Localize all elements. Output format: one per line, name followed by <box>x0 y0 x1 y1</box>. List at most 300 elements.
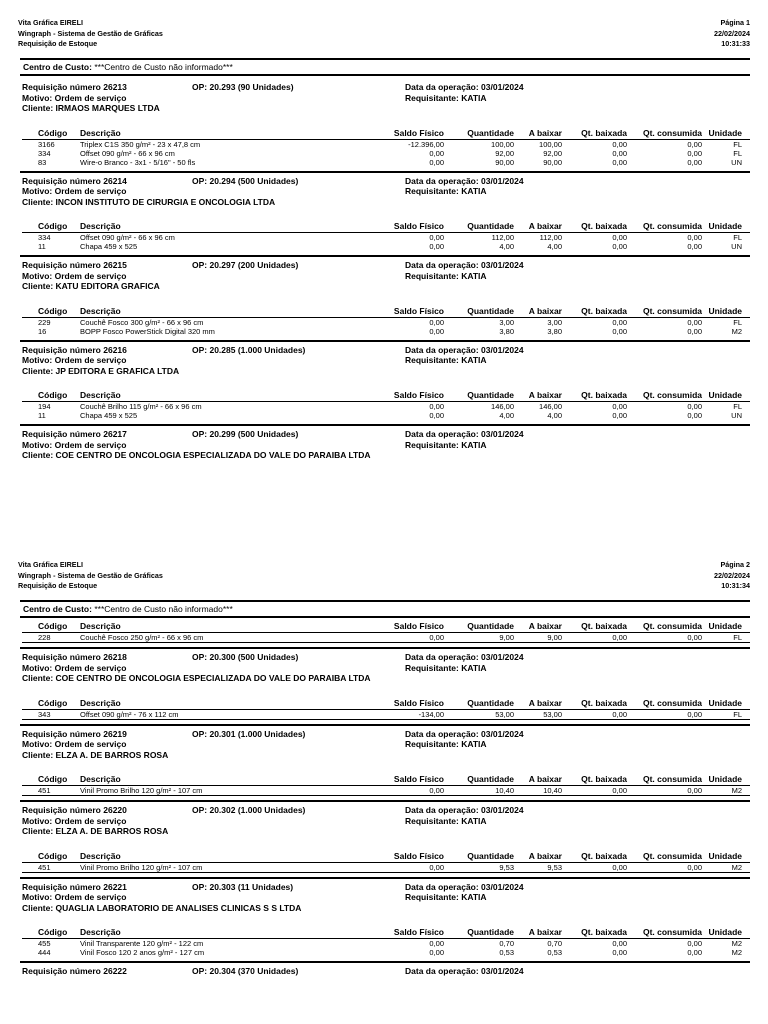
column-header-quantidade: Quantidade <box>467 927 514 937</box>
column-header-qtconsumida: Qt. consumida <box>642 221 702 231</box>
op-number: OP: 20.300 (500 Unidades) <box>192 652 299 662</box>
cell-abaixar: 9,53 <box>547 862 562 872</box>
cell-qtbaixada: 0,00 <box>612 139 627 149</box>
cell-codigo: 229 <box>38 317 51 327</box>
cell-saldo: 0,00 <box>429 157 444 167</box>
cell-abaixar: 3,00 <box>547 317 562 327</box>
requisition-block <box>18 652 750 729</box>
column-header-abaixar: A baixar <box>528 774 562 784</box>
client: Cliente: KATU EDITORA GRAFICA <box>22 281 160 291</box>
column-header-descricao: Descrição <box>80 697 121 708</box>
cell-abaixar: 3,80 <box>547 326 562 336</box>
requisition-number: Requisição número 26221 <box>22 881 127 892</box>
cell-qtconsumida: 0,00 <box>687 948 702 957</box>
cell-quantidade: 4,00 <box>499 242 514 251</box>
column-header-codigo: Código <box>38 697 68 708</box>
table-header <box>22 390 750 402</box>
cell-qtbaixada: 0,00 <box>612 326 627 336</box>
requester: Requisitante: KATIA <box>405 662 487 673</box>
operation-date: Data da operação: 03/01/2024 <box>405 175 524 186</box>
table-row <box>22 633 750 643</box>
operation-date: Data da operação: 03/01/2024 <box>405 728 524 739</box>
cell-unidade: FL <box>733 633 742 642</box>
page-number: Página 2 <box>720 560 750 569</box>
cell-qtconsumida: 0,00 <box>687 317 702 327</box>
column-header-codigo: Código <box>38 305 68 316</box>
client: Cliente: IRMAOS MARQUES LTDA <box>22 103 160 113</box>
operation-date: Data da operação: 03/01/2024 <box>405 652 524 662</box>
cell-codigo: 334 <box>38 148 51 158</box>
page-number: Página 1 <box>720 18 750 27</box>
column-header-saldo: Saldo Físico <box>393 621 444 631</box>
cell-abaixar: 4,00 <box>547 411 562 420</box>
requester: Requisitante: KATIA <box>405 186 487 196</box>
column-header-qtbaixada: Qt. baixada <box>581 390 627 400</box>
cell-qtconsumida: 0,00 <box>687 233 702 242</box>
column-header-qtbaixada: Qt. baixada <box>581 697 627 708</box>
client: Cliente: ELZA A. DE BARROS ROSA <box>22 826 169 836</box>
items-table <box>22 851 750 873</box>
column-header-saldo: Saldo Físico <box>393 127 444 138</box>
op-number: OP: 20.297 (200 Unidades) <box>192 260 299 270</box>
cell-codigo: 334 <box>38 233 51 242</box>
cell-quantidade: 112,00 <box>491 233 514 242</box>
cell-saldo: 0,00 <box>429 148 444 158</box>
requisition-line-1 <box>22 176 750 187</box>
column-header-abaixar: A baixar <box>528 127 562 138</box>
column-header-quantidade: Quantidade <box>467 127 514 138</box>
print-date: 22/02/2024 <box>714 28 750 38</box>
column-header-descricao: Descrição <box>80 774 121 784</box>
cell-codigo: 343 <box>38 709 51 719</box>
table-row <box>22 402 750 411</box>
column-header-descricao: Descrição <box>80 390 121 400</box>
cell-qtconsumida: 0,00 <box>687 326 702 336</box>
cell-qtconsumida: 0,00 <box>687 709 702 719</box>
cell-saldo: -12.396,00 <box>408 139 444 149</box>
motive: Motivo: Ordem de serviço <box>22 739 127 749</box>
operation-date: Data da operação: 03/01/2024 <box>405 344 524 355</box>
table-header <box>22 128 750 140</box>
cell-saldo: 0,00 <box>429 233 444 242</box>
requisition-line-1 <box>22 882 750 893</box>
report-page <box>18 560 750 977</box>
column-header-qtconsumida: Qt. consumida <box>642 850 702 861</box>
requester: Requisitante: KATIA <box>405 815 487 826</box>
cell-codigo: 3166 <box>38 139 55 149</box>
column-header-codigo: Código <box>38 774 68 784</box>
cell-unidade: UN <box>731 242 742 251</box>
cell-saldo: 0,00 <box>429 786 444 795</box>
column-header-quantidade: Quantidade <box>467 621 514 631</box>
column-header-descricao: Descrição <box>80 927 121 937</box>
cell-qtconsumida: 0,00 <box>687 862 702 872</box>
cell-qtbaixada: 0,00 <box>612 939 627 948</box>
column-header-qtbaixada: Qt. baixada <box>581 221 627 231</box>
operation-date: Data da operação: 03/01/2024 <box>405 805 524 815</box>
cell-saldo: 0,00 <box>429 411 444 420</box>
operation-date: Data da operação: 03/01/2024 <box>405 82 524 92</box>
column-header-qtconsumida: Qt. consumida <box>642 774 702 784</box>
requisition-line-1 <box>22 82 750 93</box>
table-row <box>22 948 750 957</box>
client: Cliente: ELZA A. DE BARROS ROSA <box>22 749 169 760</box>
requisition-number: Requisição número 26215 <box>22 260 127 270</box>
cell-descricao: Vinil Transparente 120 g/m² - 122 cm <box>80 939 204 948</box>
cell-descricao: Offset 090 g/m² - 66 x 96 cm <box>80 148 175 158</box>
cell-quantidade: 9,00 <box>499 633 514 642</box>
column-header-qtconsumida: Qt. consumida <box>642 927 702 937</box>
operation-date: Data da operação: 03/01/2024 <box>405 260 524 270</box>
requisition-line-3 <box>22 103 750 114</box>
page-header <box>18 18 750 54</box>
column-header-saldo: Saldo Físico <box>393 697 444 708</box>
column-header-qtbaixada: Qt. baixada <box>581 305 627 316</box>
system-name: Wingraph - Sistema de Gestão de Gráficas <box>18 28 163 38</box>
requisition-number: Requisição número 26220 <box>22 805 127 815</box>
op-number: OP: 20.285 (1.000 Unidades) <box>192 344 306 355</box>
cell-abaixar: 92,00 <box>543 148 562 158</box>
requisition-line-1 <box>22 729 750 740</box>
table-row <box>22 242 750 251</box>
cell-quantidade: 100,00 <box>491 139 514 149</box>
cell-quantidade: 10,40 <box>495 786 514 795</box>
requester: Requisitante: KATIA <box>405 739 487 749</box>
page-header <box>18 560 750 596</box>
cell-abaixar: 9,00 <box>547 633 562 642</box>
requisition-line-2 <box>22 355 750 366</box>
requisition-block <box>18 729 750 806</box>
table-header <box>22 851 750 863</box>
requisition-block <box>18 176 750 261</box>
cell-codigo: 455 <box>38 939 51 948</box>
requisition-line-3 <box>22 366 750 377</box>
requisition-line-2 <box>22 816 750 827</box>
cell-descricao: Offset 090 g/m² - 66 x 96 cm <box>80 233 175 242</box>
motive: Motivo: Ordem de serviço <box>22 270 127 281</box>
table-row <box>22 710 750 720</box>
operation-date: Data da operação: 03/01/2024 <box>405 966 524 976</box>
table-header <box>22 306 750 318</box>
cell-qtconsumida: 0,00 <box>687 633 702 642</box>
cell-qtbaixada: 0,00 <box>612 786 627 795</box>
print-date: 22/02/2024 <box>714 570 750 580</box>
cell-unidade: M2 <box>731 786 742 795</box>
column-header-saldo: Saldo Físico <box>393 850 444 861</box>
cell-unidade: M2 <box>731 939 742 948</box>
column-header-qtconsumida: Qt. consumida <box>642 305 702 316</box>
items-table <box>22 927 750 957</box>
requisition-line-3 <box>22 281 750 292</box>
column-header-quantidade: Quantidade <box>467 305 514 316</box>
cell-qtconsumida: 0,00 <box>687 157 702 167</box>
cell-codigo: 11 <box>38 242 46 251</box>
column-header-codigo: Código <box>38 927 68 937</box>
column-header-codigo: Código <box>38 390 68 400</box>
cell-quantidade: 92,00 <box>495 148 514 158</box>
cell-descricao: Vinil Fosco 120 2 anos g/m² - 127 cm <box>80 948 205 957</box>
column-header-qtconsumida: Qt. consumida <box>642 621 702 631</box>
cell-unidade: M2 <box>731 326 742 336</box>
report-page <box>18 18 750 461</box>
cell-abaixar: 0,53 <box>547 948 562 957</box>
cell-unidade: UN <box>731 157 742 167</box>
cell-qtbaixada: 0,00 <box>612 633 627 642</box>
column-header-quantidade: Quantidade <box>467 221 514 231</box>
items-table <box>22 621 750 643</box>
cell-descricao: Offset 090 g/m² - 76 x 112 cm <box>80 709 179 719</box>
operation-date: Data da operação: 03/01/2024 <box>405 881 524 892</box>
client: Cliente: COE CENTRO DE ONCOLOGIA ESPECIALIZADA DO VALE DO PARAIBA LTDA <box>22 673 371 683</box>
cell-saldo: 0,00 <box>429 633 444 642</box>
table-row <box>22 411 750 420</box>
print-time: 10:31:33 <box>721 39 750 48</box>
cell-qtbaixada: 0,00 <box>612 148 627 158</box>
cell-descricao: Couchê Fosco 300 g/m² - 66 x 96 cm <box>80 317 204 327</box>
column-header-codigo: Código <box>38 850 68 861</box>
cell-codigo: 194 <box>38 402 51 411</box>
cell-qtbaixada: 0,00 <box>612 233 627 242</box>
requisition-line-2 <box>22 892 750 903</box>
table-row <box>22 149 750 158</box>
column-header-descricao: Descrição <box>80 305 121 316</box>
column-header-descricao: Descrição <box>80 221 121 231</box>
cell-saldo: 0,00 <box>429 326 444 336</box>
requisition-line-2 <box>22 271 750 282</box>
cell-unidade: M2 <box>731 948 742 957</box>
cell-unidade: M2 <box>731 862 742 872</box>
column-header-codigo: Código <box>38 221 68 231</box>
cell-qtbaixada: 0,00 <box>612 157 627 167</box>
header-left <box>18 18 163 50</box>
column-header-abaixar: A baixar <box>528 927 562 937</box>
cell-unidade: FL <box>733 709 742 719</box>
requisition-line-1 <box>22 966 750 977</box>
table-row <box>22 863 750 873</box>
requisition-line-2 <box>22 186 750 197</box>
requester: Requisitante: KATIA <box>405 892 487 902</box>
column-header-abaixar: A baixar <box>528 697 562 708</box>
motive: Motivo: Ordem de serviço <box>22 186 127 196</box>
requisition-line-1 <box>22 345 750 356</box>
requisition-number: Requisição número 26222 <box>22 966 127 976</box>
cell-quantidade: 0,53 <box>499 948 514 957</box>
cell-abaixar: 0,70 <box>547 939 562 948</box>
requisition-block <box>18 429 750 461</box>
requisition-block <box>18 260 750 345</box>
items-table <box>22 221 750 251</box>
cost-center <box>20 600 750 618</box>
report-title: Requisição de Estoque <box>18 39 98 48</box>
cell-saldo: 0,00 <box>429 862 444 872</box>
requisition-block <box>18 882 750 967</box>
column-header-qtbaixada: Qt. baixada <box>581 127 627 138</box>
cell-qtbaixada: 0,00 <box>612 317 627 327</box>
cell-qtbaixada: 0,00 <box>612 411 627 420</box>
requester: Requisitante: KATIA <box>405 355 487 365</box>
column-header-unidade: Unidade <box>708 850 742 861</box>
cell-saldo: 0,00 <box>429 939 444 948</box>
client: Cliente: COE CENTRO DE ONCOLOGIA ESPECIALIZADA DO VALE DO PARAIBA LTDA <box>22 450 371 460</box>
column-header-unidade: Unidade <box>708 390 742 400</box>
cell-quantidade: 90,00 <box>495 157 514 167</box>
column-header-unidade: Unidade <box>708 927 742 937</box>
cell-qtconsumida: 0,00 <box>687 786 702 795</box>
column-header-saldo: Saldo Físico <box>393 305 444 316</box>
header-right <box>714 560 750 592</box>
column-header-codigo: Código <box>38 621 68 631</box>
table-row <box>22 939 750 948</box>
cell-codigo: 228 <box>38 633 51 642</box>
cell-abaixar: 90,00 <box>543 157 562 167</box>
cell-abaixar: 53,00 <box>543 709 562 719</box>
table-row <box>22 233 750 242</box>
column-header-descricao: Descrição <box>80 127 121 138</box>
cell-codigo: 83 <box>38 157 47 167</box>
table-row <box>22 327 750 336</box>
items-table <box>22 698 750 720</box>
cell-abaixar: 112,00 <box>539 233 562 242</box>
cell-descricao: Triplex C1S 350 g/m² - 23 x 47,8 cm <box>80 139 201 149</box>
requisition-block <box>18 805 750 882</box>
cell-abaixar: 100,00 <box>539 139 562 149</box>
items-table <box>22 774 750 796</box>
requisition-block <box>18 345 750 430</box>
column-header-codigo: Código <box>38 127 68 138</box>
requester: Requisitante: KATIA <box>405 270 487 281</box>
column-header-qtconsumida: Qt. consumida <box>642 697 702 708</box>
cell-codigo: 11 <box>38 411 46 420</box>
client: Cliente: INCON INSTITUTO DE CIRURGIA E ONCOLOGIA LTDA <box>22 196 276 207</box>
cell-descricao: Wire-o Branco - 3x1 - 5/16" - 50 fls <box>80 157 196 167</box>
cell-descricao: Vinil Promo Brilho 120 g/m² - 107 cm <box>80 862 203 872</box>
column-header-saldo: Saldo Físico <box>393 927 444 937</box>
table-header <box>22 927 750 939</box>
column-header-qtconsumida: Qt. consumida <box>642 390 702 400</box>
cost-center-label: Centro de Custo: <box>23 62 92 72</box>
cell-quantidade: 53,00 <box>495 709 514 719</box>
requester: Requisitante: KATIA <box>405 92 487 103</box>
table-header <box>22 774 750 786</box>
cell-descricao: Vinil Promo Brilho 120 g/m² - 107 cm <box>80 786 203 795</box>
column-header-abaixar: A baixar <box>528 221 562 231</box>
cell-saldo: 0,00 <box>429 402 444 411</box>
requisition-line-3 <box>22 750 750 761</box>
column-header-qtbaixada: Qt. baixada <box>581 621 627 631</box>
requisition-number: Requisição número 26216 <box>22 344 127 355</box>
client: Cliente: QUAGLIA LABORATORIO DE ANALISES CLINICAS S S LTDA <box>22 902 302 913</box>
requisition-line-3 <box>22 450 750 461</box>
cell-qtconsumida: 0,00 <box>687 402 702 411</box>
cell-qtconsumida: 0,00 <box>687 411 702 420</box>
cell-codigo: 444 <box>38 948 51 957</box>
op-number: OP: 20.293 (90 Unidades) <box>192 82 294 92</box>
cell-qtconsumida: 0,00 <box>687 139 702 149</box>
requisition-number: Requisição número 26214 <box>22 175 127 186</box>
motive: Motivo: Ordem de serviço <box>22 439 127 450</box>
column-header-abaixar: A baixar <box>528 390 562 400</box>
system-name: Wingraph - Sistema de Gestão de Gráficas <box>18 570 163 580</box>
cell-codigo: 451 <box>38 786 51 795</box>
column-header-unidade: Unidade <box>708 305 742 316</box>
table-row <box>22 786 750 796</box>
requisition-line-1 <box>22 805 750 816</box>
cell-qtbaixada: 0,00 <box>612 709 627 719</box>
cell-quantidade: 4,00 <box>499 411 514 420</box>
cell-qtbaixada: 0,00 <box>612 862 627 872</box>
column-header-quantidade: Quantidade <box>467 697 514 708</box>
requisition-line-3 <box>22 673 750 684</box>
requisition-block <box>18 82 750 176</box>
table-row <box>22 158 750 167</box>
table-row <box>22 140 750 149</box>
cell-codigo: 451 <box>38 862 51 872</box>
column-header-qtconsumida: Qt. consumida <box>642 127 702 138</box>
cell-unidade: FL <box>733 317 742 327</box>
cell-unidade: UN <box>731 411 742 420</box>
column-header-unidade: Unidade <box>708 697 742 708</box>
requester: Requisitante: KATIA <box>405 439 487 450</box>
requisition-block <box>18 966 750 977</box>
cell-descricao: Couchê Fosco 250 g/m² - 66 x 96 cm <box>80 633 204 642</box>
cell-saldo: 0,00 <box>429 317 444 327</box>
column-header-abaixar: A baixar <box>528 850 562 861</box>
op-number: OP: 20.304 (370 Unidades) <box>192 966 299 976</box>
report-title: Requisição de Estoque <box>18 581 98 590</box>
cell-unidade: FL <box>733 233 742 242</box>
requisition-line-1 <box>22 652 750 663</box>
company-name: Vita Gráfica EIRELI <box>18 560 83 569</box>
print-time: 10:31:34 <box>721 581 750 590</box>
cell-descricao: Chapa 459 x 525 <box>80 242 138 251</box>
cost-center-label: Centro de Custo: <box>23 604 92 614</box>
op-number: OP: 20.301 (1.000 Unidades) <box>192 728 306 739</box>
column-header-saldo: Saldo Físico <box>393 221 444 231</box>
column-header-unidade: Unidade <box>708 621 742 631</box>
column-header-quantidade: Quantidade <box>467 390 514 400</box>
cell-descricao: Chapa 459 x 525 <box>80 411 138 420</box>
column-header-saldo: Saldo Físico <box>393 390 444 400</box>
cell-qtconsumida: 0,00 <box>687 939 702 948</box>
cell-qtconsumida: 0,00 <box>687 242 702 251</box>
requisition-line-2 <box>22 440 750 451</box>
column-header-abaixar: A baixar <box>528 305 562 316</box>
column-header-saldo: Saldo Físico <box>393 774 444 784</box>
cell-quantidade: 0,70 <box>499 939 514 948</box>
cell-descricao: Couchê Brilho 115 g/m² - 66 x 96 cm <box>80 402 202 411</box>
column-header-qtbaixada: Qt. baixada <box>581 927 627 937</box>
cost-center <box>20 58 750 76</box>
motive: Motivo: Ordem de serviço <box>22 892 127 902</box>
requisition-number: Requisição número 26218 <box>22 652 127 662</box>
items-table <box>22 390 750 420</box>
op-number: OP: 20.302 (1.000 Unidades) <box>192 805 306 815</box>
items-table <box>22 128 750 167</box>
requisition-line-1 <box>22 429 750 440</box>
requisition-line-3 <box>22 197 750 208</box>
items-table <box>22 306 750 336</box>
requisition-number: Requisição número 26217 <box>22 429 127 439</box>
cell-abaixar: 10,40 <box>543 786 562 795</box>
cell-qtbaixada: 0,00 <box>612 948 627 957</box>
client: Cliente: JP EDITORA E GRAFICA LTDA <box>22 365 180 376</box>
cell-abaixar: 4,00 <box>547 242 562 251</box>
header-right <box>714 18 750 50</box>
requisition-number: Requisição número 26213 <box>22 82 127 92</box>
op-number: OP: 20.303 (11 Unidades) <box>192 881 294 892</box>
column-header-quantidade: Quantidade <box>467 774 514 784</box>
operation-date: Data da operação: 03/01/2024 <box>405 429 524 439</box>
